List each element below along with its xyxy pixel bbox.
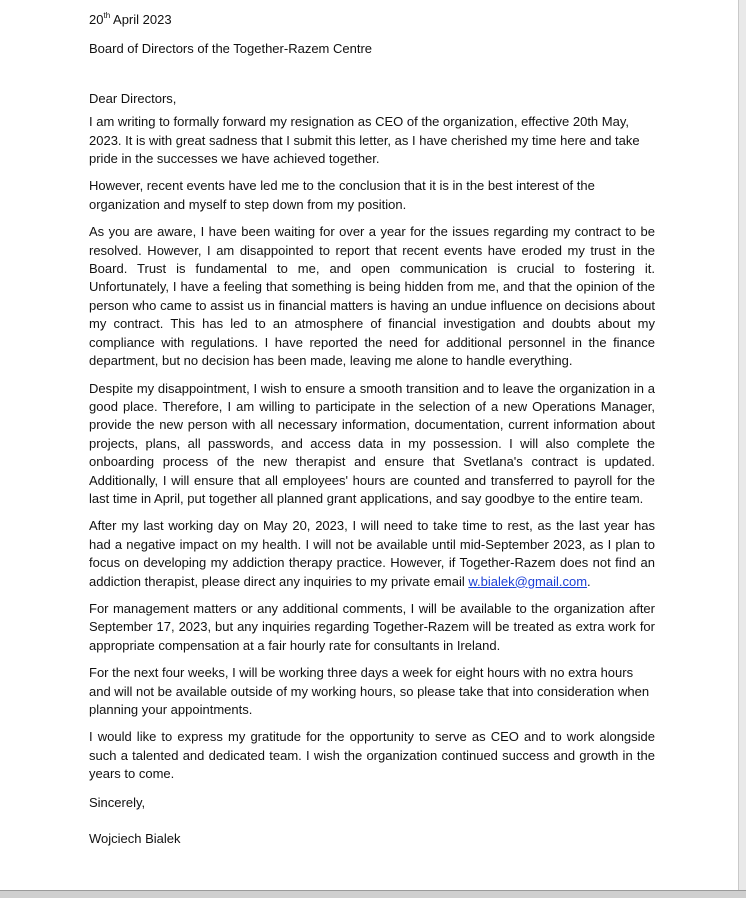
paragraph-reason: However, recent events have led me to the conclusion that it is in the best interest of the organization and myself to step down from my position. xyxy=(89,178,595,212)
page-edge-right xyxy=(738,0,746,898)
letter-recipient: Board of Directors of the Together-Razem Centre xyxy=(89,41,373,57)
paragraph-transition: Despite my disappointment, I wish to ensure a smooth transition and to leave the organization in a good place. Therefore, I am willing to participate in the selection of a new Operations Manager, provide the new person with all necessary information, documentation, current information about projects, plans, all passwords, and access data in my possession. I will also complete the onboarding process of the new therapist and ensure that Svetlana's contract is updated. Additionally, I will ensure that all employees' hours are counted and transferred to payroll for the last time in April, put together all planned grant applications, and say goodbye to the entire team. xyxy=(89,380,655,506)
date-suffix: th xyxy=(103,10,111,20)
date-day: 20 xyxy=(89,12,104,27)
letter-date xyxy=(89,11,655,29)
paragraph-management: For management matters or any additional comments, I will be available to the organization after September 17, 2023, but any inquiries regarding Together-Razem will be treated as extra work for appropriate compensation at a fair hourly rate for consultants in Ireland. xyxy=(89,600,655,653)
letter-closing: Sincerely, xyxy=(89,794,146,810)
date-month-year: April 2023 xyxy=(110,12,172,27)
letter-signature: Wojciech Bialek xyxy=(89,831,181,847)
paragraph-resignation: I am writing to formally forward my resignation as CEO of the organization, effective 20th May, 2023. It is with great sadness that I submit this letter, as I have cherished my time here and take pride in the successes we have achieved together. xyxy=(89,114,640,167)
paragraph-schedule: For the next four weeks, I will be working three days a week for eight hours with no extra hours and will not be available outside of my working hours, so please take that into consideration when planning your appointments. xyxy=(89,665,650,717)
availability-text: After my last working day on May 20, 2023, I will need to take time to rest, as the last year has had a negative impact on my health. I will not be available until mid-September 2023, as I plan to focus on developing my addiction therapy practice. However, if Together-Razem does not find an addiction therapist, please direct any inquiries to my private email xyxy=(89,518,655,589)
letter-salutation: Dear Directors, xyxy=(89,90,177,106)
paragraph-contract-issues: As you are aware, I have been waiting for over a year for the issues regarding my contract to be resolved. However, I am disappointed to report that recent events have eroded my trust in the Board. Trust is fundamental to me, and open communication is crucial to fostering it. Unfortunately, I have a feeling that something is being hidden from me, and that the opinion of the person who came to assist us in financial matters is having an undue influence on decisions about my contract. This has led to an atmosphere of financial investigation and doubts about my compliance with regulations. I have reported the need for additional personnel in the finance department, but no decision has been made, leaving me alone to handle everything. xyxy=(89,224,655,369)
email-link[interactable]: w.bialek@gmail.com xyxy=(468,573,588,589)
availability-end: . xyxy=(587,573,591,589)
page-edge-bottom xyxy=(0,890,746,898)
letter-body xyxy=(89,11,655,848)
paragraph-availability xyxy=(89,517,655,591)
paragraph-gratitude: I would like to express my gratitude for the opportunity to serve as CEO and to work alongside such a talented and dedicated team. I wish the organization continued success and growth in the years to come. xyxy=(89,729,655,782)
